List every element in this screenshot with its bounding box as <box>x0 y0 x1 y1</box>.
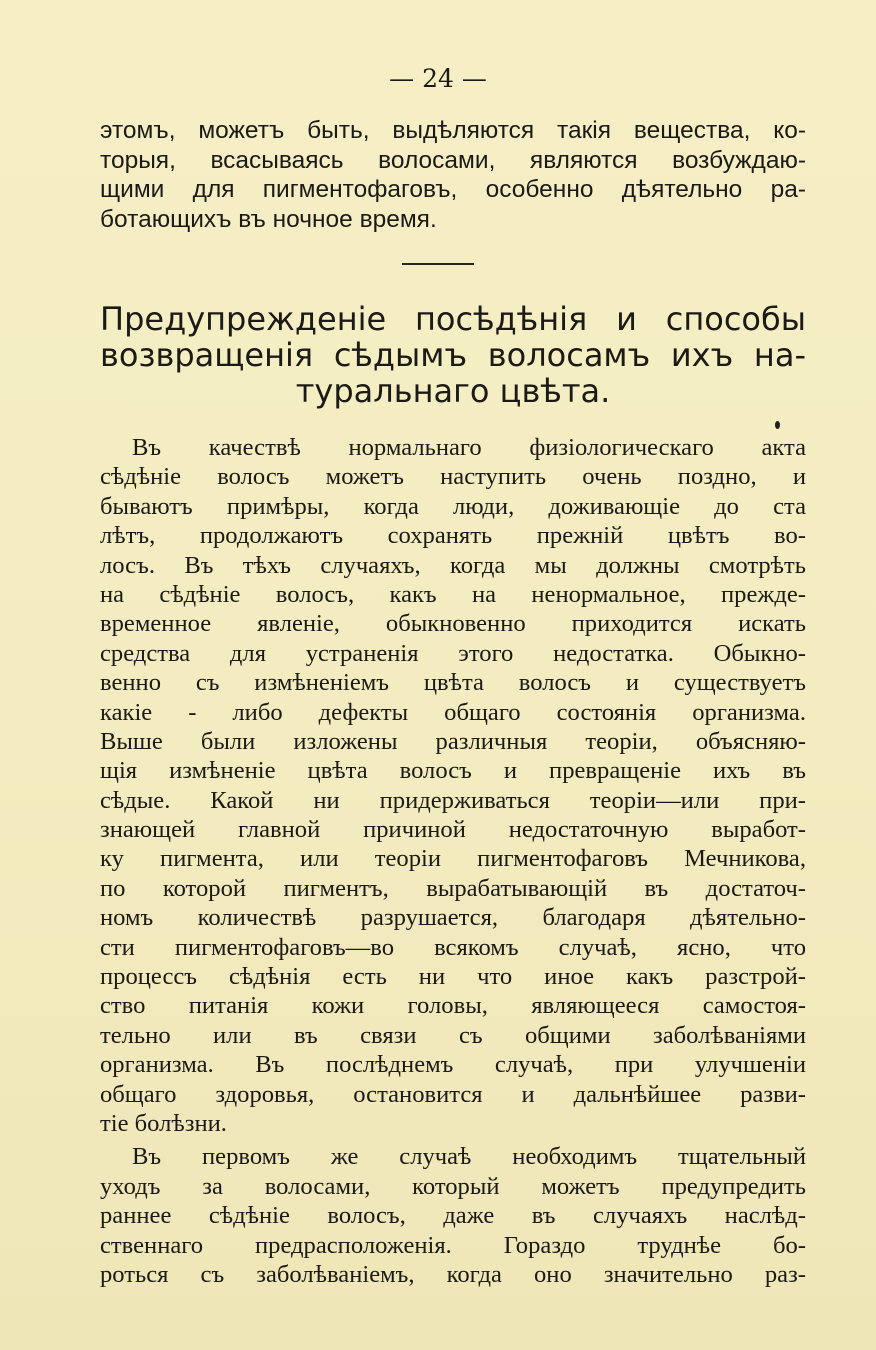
text-line: номъ количествѣ разрушается, благодаря дѣятельно- <box>100 904 806 932</box>
text-line: средства для устраненія этого недостатка. Обыкно- <box>100 639 806 667</box>
text-line: ственнаго предрасположенія. Гораздо труднѣе бо- <box>100 1231 806 1259</box>
text-line: организма. Въ послѣднемъ случаѣ, при улучшеніи <box>100 1051 806 1079</box>
text-line: тельно или въ связи съ общими заболѣваніями <box>100 1021 806 1049</box>
heading-line: туральнаго цвѣта. <box>295 372 611 410</box>
text-line: ство питанія кожи головы, являющееся самостоя- <box>100 992 806 1020</box>
text-line: знающей главной причиной недостаточную выработ- <box>100 816 806 844</box>
text-line: щими для пигментофаговъ, особенно дѣятельно ра- <box>100 176 806 203</box>
text-line: торыя, всасываясь волосами, являются возбуждаю- <box>100 146 806 174</box>
text-line: сѣдые. Какой ни придерживаться теоріи—или при- <box>100 786 806 814</box>
text-line: Выше были изложены различныя теоріи, объясняю- <box>100 727 806 755</box>
text-line: раннее сѣдѣніе волосъ, даже въ случаяхъ наслѣд- <box>100 1202 806 1230</box>
text-line: сти пигментофаговъ—во всякомъ случаѣ, ясно, что <box>100 933 806 961</box>
text-line: по которой пигментъ, вырабатывающій въ достаточ- <box>100 874 806 902</box>
text-line: щія измѣненіе цвѣта волосъ и превращеніе ихъ въ <box>100 757 806 785</box>
page-number: — 24 — <box>389 64 487 93</box>
text-line: сѣдѣніе волосъ можетъ наступить очень поздно, и <box>100 463 806 491</box>
ink-speck <box>775 421 780 429</box>
body-text <box>100 433 806 1289</box>
text-line: венно съ измѣненіемъ цвѣта волосъ и существуетъ <box>100 669 806 697</box>
text-line: общаго здоровья, остановится и дальнѣйшее разви- <box>100 1080 806 1108</box>
intro-paragraph <box>100 116 806 234</box>
section-heading <box>100 301 806 409</box>
text-line: на сѣдѣніе волосъ, какъ на ненормальное, прежде- <box>100 580 806 608</box>
text-line: этомъ, можетъ быть, выдѣляются такія вещества, ко- <box>100 117 806 144</box>
text-line: Въ качествѣ нормальнаго физіологическаго акта <box>132 434 806 461</box>
text-line: ку пигмента, или теоріи пигментофаговъ Мечникова, <box>100 845 806 873</box>
text-line: какіе - либо дефекты общаго состоянія организма. <box>100 698 806 726</box>
text-line: тіе болѣзни. <box>100 1109 227 1137</box>
text-line: уходъ за волосами, который можетъ предупредить <box>100 1172 806 1200</box>
text-line: ботающихъ въ ночное время. <box>100 205 437 233</box>
text-line: временное явленіе, обыкновенно приходится искать <box>100 610 806 638</box>
text-line: бываютъ примѣры, когда люди, доживающіе до ста <box>100 492 806 520</box>
text-line: роться съ заболѣваніемъ, когда оно значительно раз- <box>100 1260 806 1288</box>
text-line: процессъ сѣдѣнія есть ни что иное какъ разстрой- <box>100 963 806 991</box>
text-line: лѣтъ, продолжаютъ сохранять прежній цвѣтъ во- <box>100 522 806 550</box>
heading-line: Предупрежденіе посѣдѣнія и способы <box>100 300 806 338</box>
section-divider <box>402 263 474 265</box>
text-line: лосъ. Въ тѣхъ случаяхъ, когда мы должны смотрѣть <box>100 551 806 579</box>
text-line: Въ первомъ же случаѣ необходимъ тщательный <box>132 1143 806 1171</box>
heading-line: возвращенія сѣдымъ волосамъ ихъ на- <box>100 336 806 374</box>
